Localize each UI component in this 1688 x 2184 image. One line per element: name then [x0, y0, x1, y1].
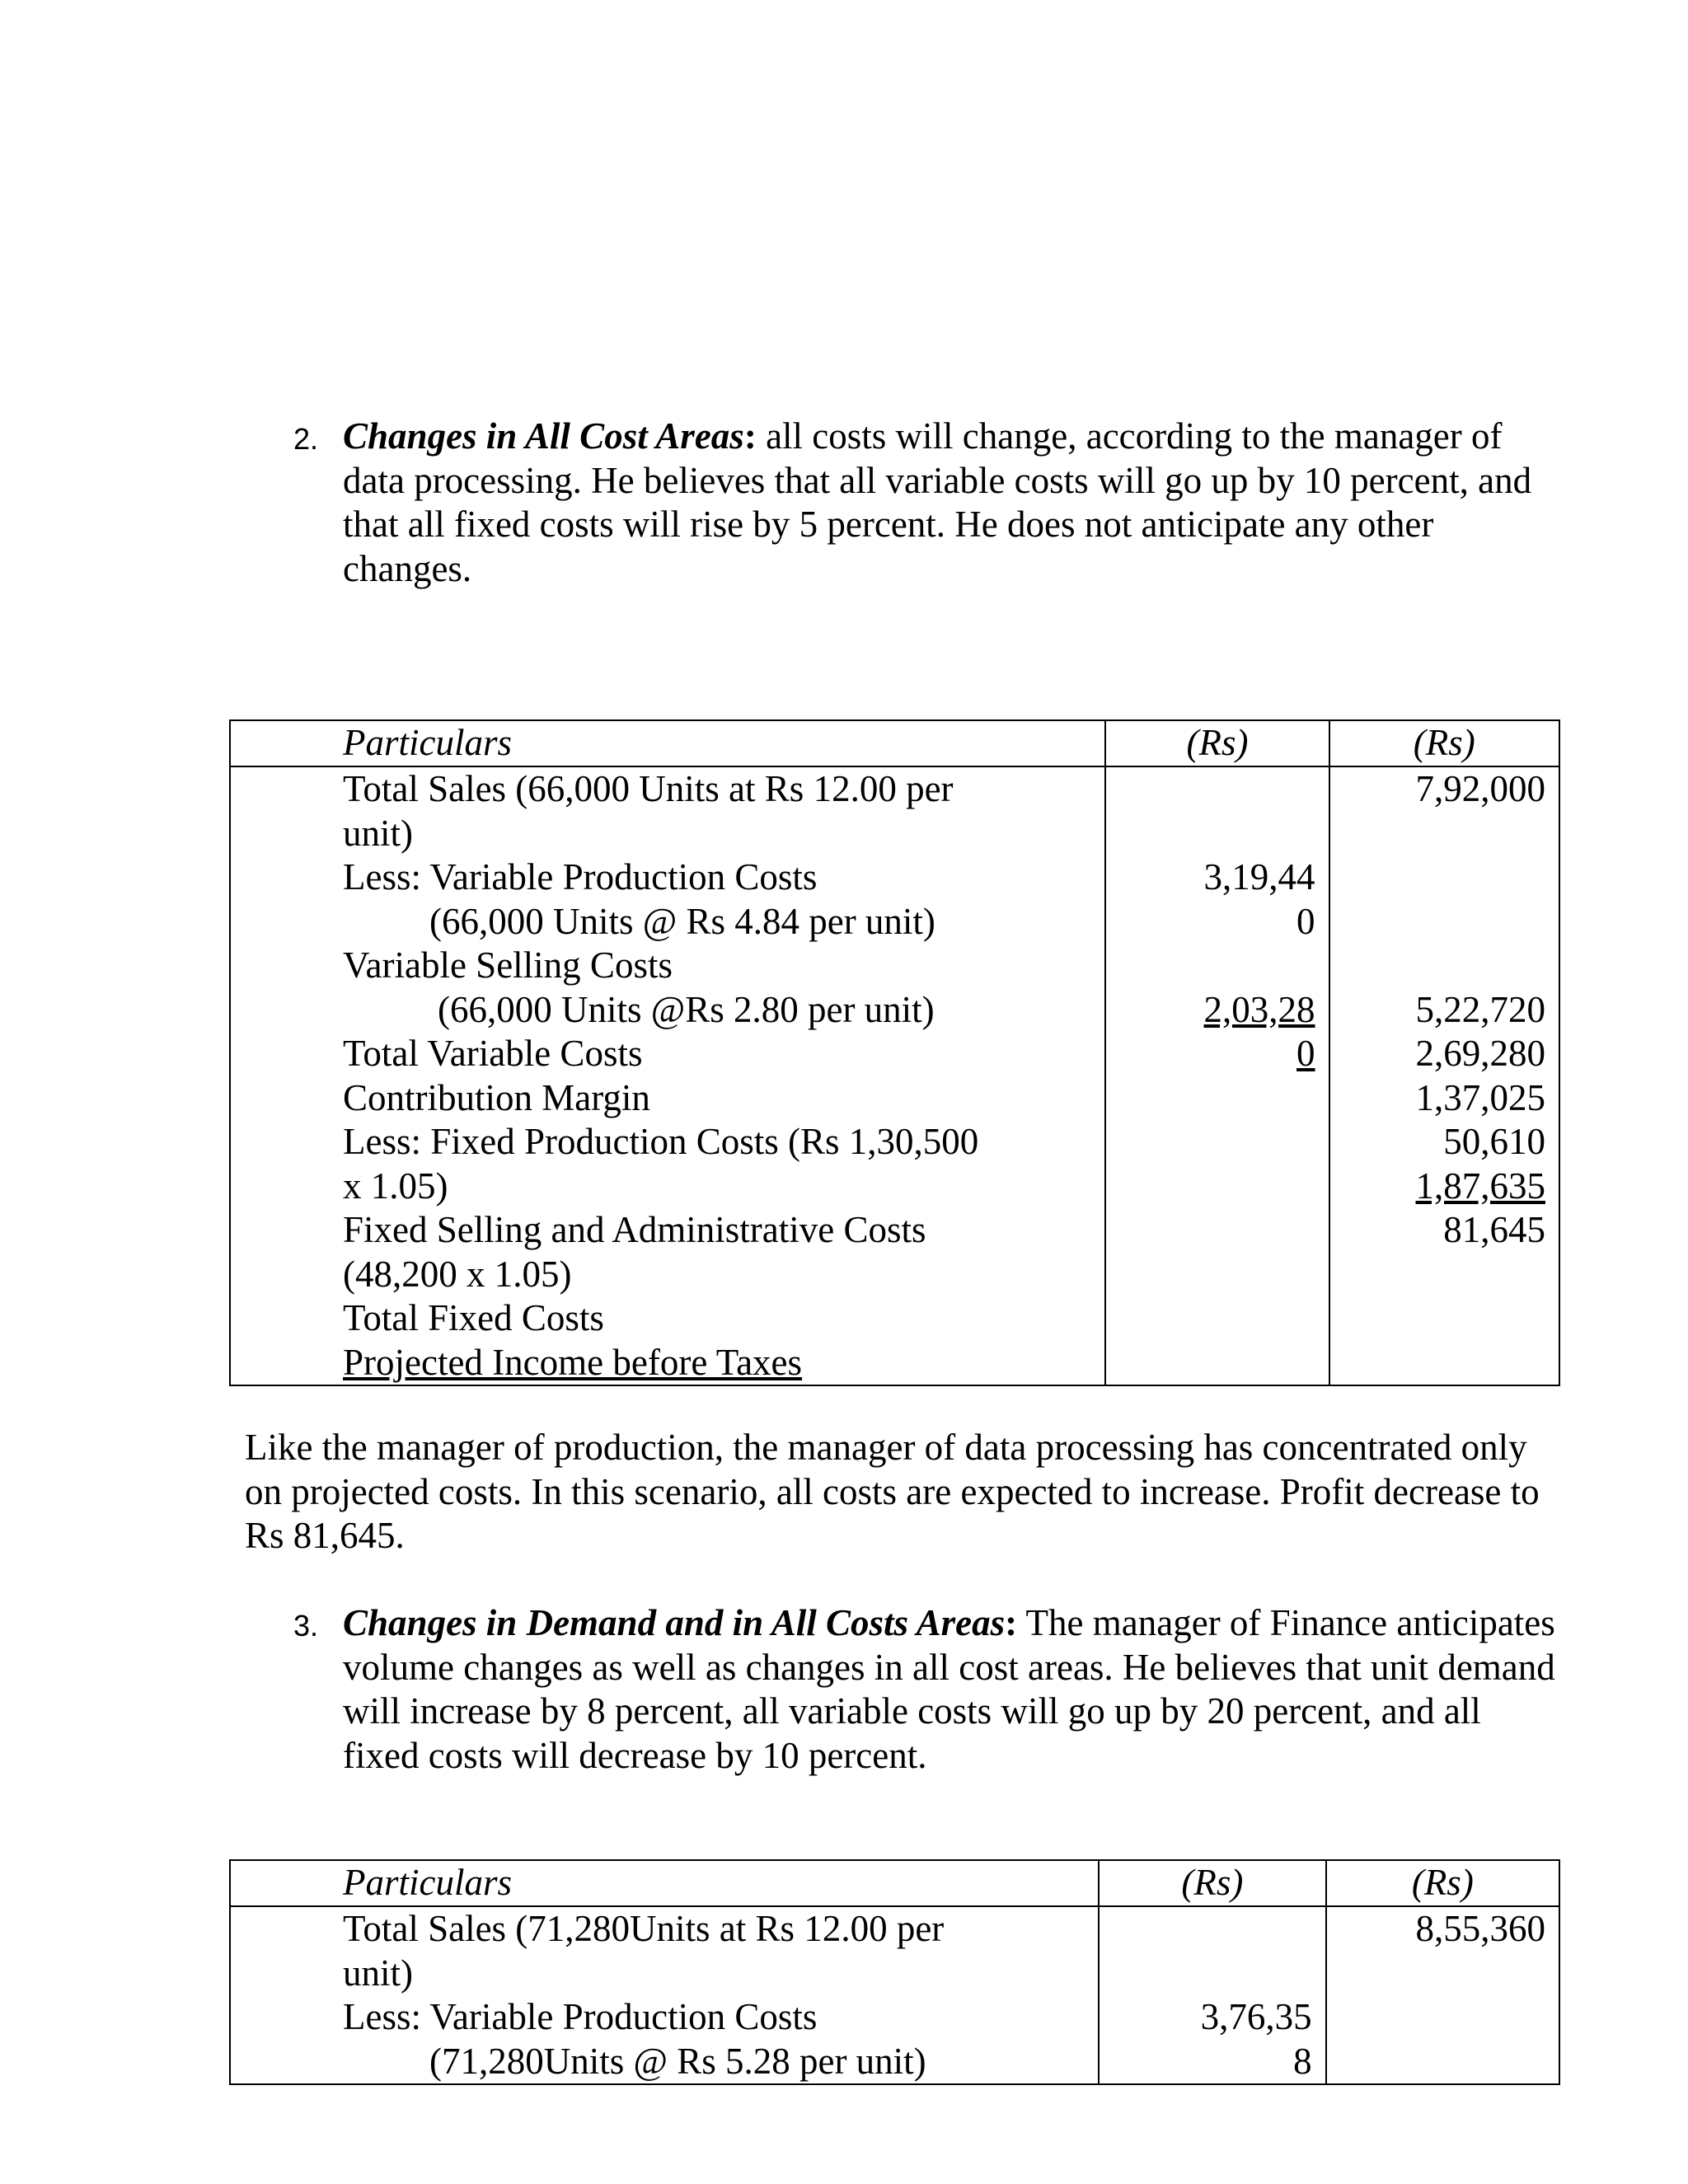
table-1-col3-value	[1330, 812, 1545, 856]
cost-table-2	[229, 1859, 1560, 2085]
table-1-line: Less: Fixed Production Costs (Rs 1,30,500	[343, 1121, 979, 1162]
table-1-line: (66,000 Units @ Rs 4.84 per unit)	[429, 900, 935, 942]
section-3-paragraph	[343, 1601, 1563, 1778]
table-2-col2-value: 8	[1293, 2040, 1312, 2082]
table-2-col2-cell	[1099, 1906, 1326, 2084]
table-1-line: unit)	[343, 812, 413, 854]
table-1-col2-value	[1106, 944, 1315, 988]
table-2-line: unit)	[343, 1952, 413, 1994]
table-2-col2-value: 3,76,35	[1200, 1996, 1312, 2037]
analysis-paragraph: Like the manager of production, the manager of data processing has concentrated only on projected costs. In this scenario, all costs are expected to increase. Profit decrease to Rs 81,645.	[245, 1427, 1540, 1556]
table-1-col3-value: 7,92,000	[1415, 768, 1545, 809]
table-1-line: Fixed Selling and Administrative Costs	[343, 1209, 926, 1250]
table-1-particulars-cell	[230, 766, 1105, 1385]
table-1-col3-value	[1330, 855, 1545, 900]
table-1-col3-value: 5,22,720	[1415, 988, 1545, 1030]
section-2-paragraph	[343, 415, 1563, 591]
table-2-header-col2: (Rs)	[1099, 1860, 1326, 1906]
section-3-heading: Changes in Demand and in All Costs Areas	[343, 1602, 1006, 1643]
section-2-colon: :	[743, 415, 757, 457]
table-1-col2-value: 0	[1296, 900, 1315, 942]
table-1-col3-value	[1330, 944, 1545, 988]
table-2-col3-cell	[1326, 1906, 1559, 2084]
section-2-text: all costs will change, according to the manager of data processing. He believes that all variable costs will go up by 10 percent, and that all fixed costs will rise by 5 percent. He does not anticipate any other changes.	[343, 415, 1532, 589]
table-1-line: (66,000 Units @Rs 2.80 per unit)	[438, 988, 935, 1030]
table-1-header-col2: (Rs)	[1105, 720, 1329, 766]
table-2-col3-value: 8,55,360	[1415, 1908, 1545, 1949]
table-2-col2-value	[1100, 1907, 1312, 1952]
section-3-text: The manager of Finance anticipates volume changes as well as changes in all cost areas. He believes that unit demand will increase by 8 percent, all variable costs will go up by 20 percent, and all fixed costs will decrease by 10 percent.	[343, 1602, 1555, 1776]
section-2-heading: Changes in All Cost Areas	[343, 415, 744, 457]
table-1-header-col3: (Rs)	[1329, 720, 1559, 766]
table-1-line: Less: Variable Production Costs	[343, 856, 818, 898]
table-1-col3-value: 1,87,635	[1415, 1165, 1545, 1207]
table-2-line: (71,280Units @ Rs 5.28 per unit)	[429, 2040, 926, 2082]
table-1-line: (48,200 x 1.05)	[343, 1253, 572, 1295]
table-2-header-col3: (Rs)	[1326, 1860, 1559, 1906]
table-2-line: Less: Variable Production Costs	[343, 1996, 818, 2037]
table-1-col2-cell	[1105, 766, 1329, 1385]
table-1-col3-value: 50,610	[1443, 1121, 1545, 1162]
table-2-col2-value	[1100, 1952, 1312, 1996]
table-2-header-particulars: Particulars	[230, 1860, 1099, 1906]
table-1-line: Total Fixed Costs	[343, 1297, 604, 1338]
table-1-line: Projected Income before Taxes	[343, 1341, 803, 1383]
section-2-number: 2.	[293, 422, 319, 456]
section-3-colon: :	[1005, 1602, 1018, 1643]
table-1-line: Contribution Margin	[343, 1076, 650, 1118]
section-3-number: 3.	[293, 1609, 319, 1643]
table-1-col3-value: 2,69,280	[1415, 1033, 1545, 1074]
table-1-col3-cell	[1329, 766, 1559, 1385]
table-1-col3-value: 81,645	[1443, 1209, 1545, 1250]
table-1-col3-value: 1,37,025	[1415, 1076, 1545, 1118]
table-1-col2-value: 0	[1296, 1033, 1315, 1074]
table-1-col2-value	[1106, 812, 1315, 856]
table-1-col2-value	[1106, 767, 1315, 812]
table-1-line: Total Sales (66,000 Units at Rs 12.00 per	[343, 768, 954, 809]
table-1-header-particulars: Particulars	[230, 720, 1105, 766]
table-1-line: Variable Selling Costs	[343, 944, 673, 986]
table-1-line: x 1.05)	[343, 1165, 448, 1207]
table-1-col2-value: 2,03,28	[1203, 988, 1315, 1030]
table-1-col2-value: 3,19,44	[1203, 856, 1315, 898]
cost-table-1	[229, 719, 1560, 1386]
table-2-line: Total Sales (71,280Units at Rs 12.00 per	[343, 1908, 945, 1949]
table-1-line: Total Variable Costs	[343, 1033, 643, 1074]
table-2-particulars-cell	[230, 1906, 1099, 2084]
table-1-col3-value	[1330, 900, 1545, 944]
